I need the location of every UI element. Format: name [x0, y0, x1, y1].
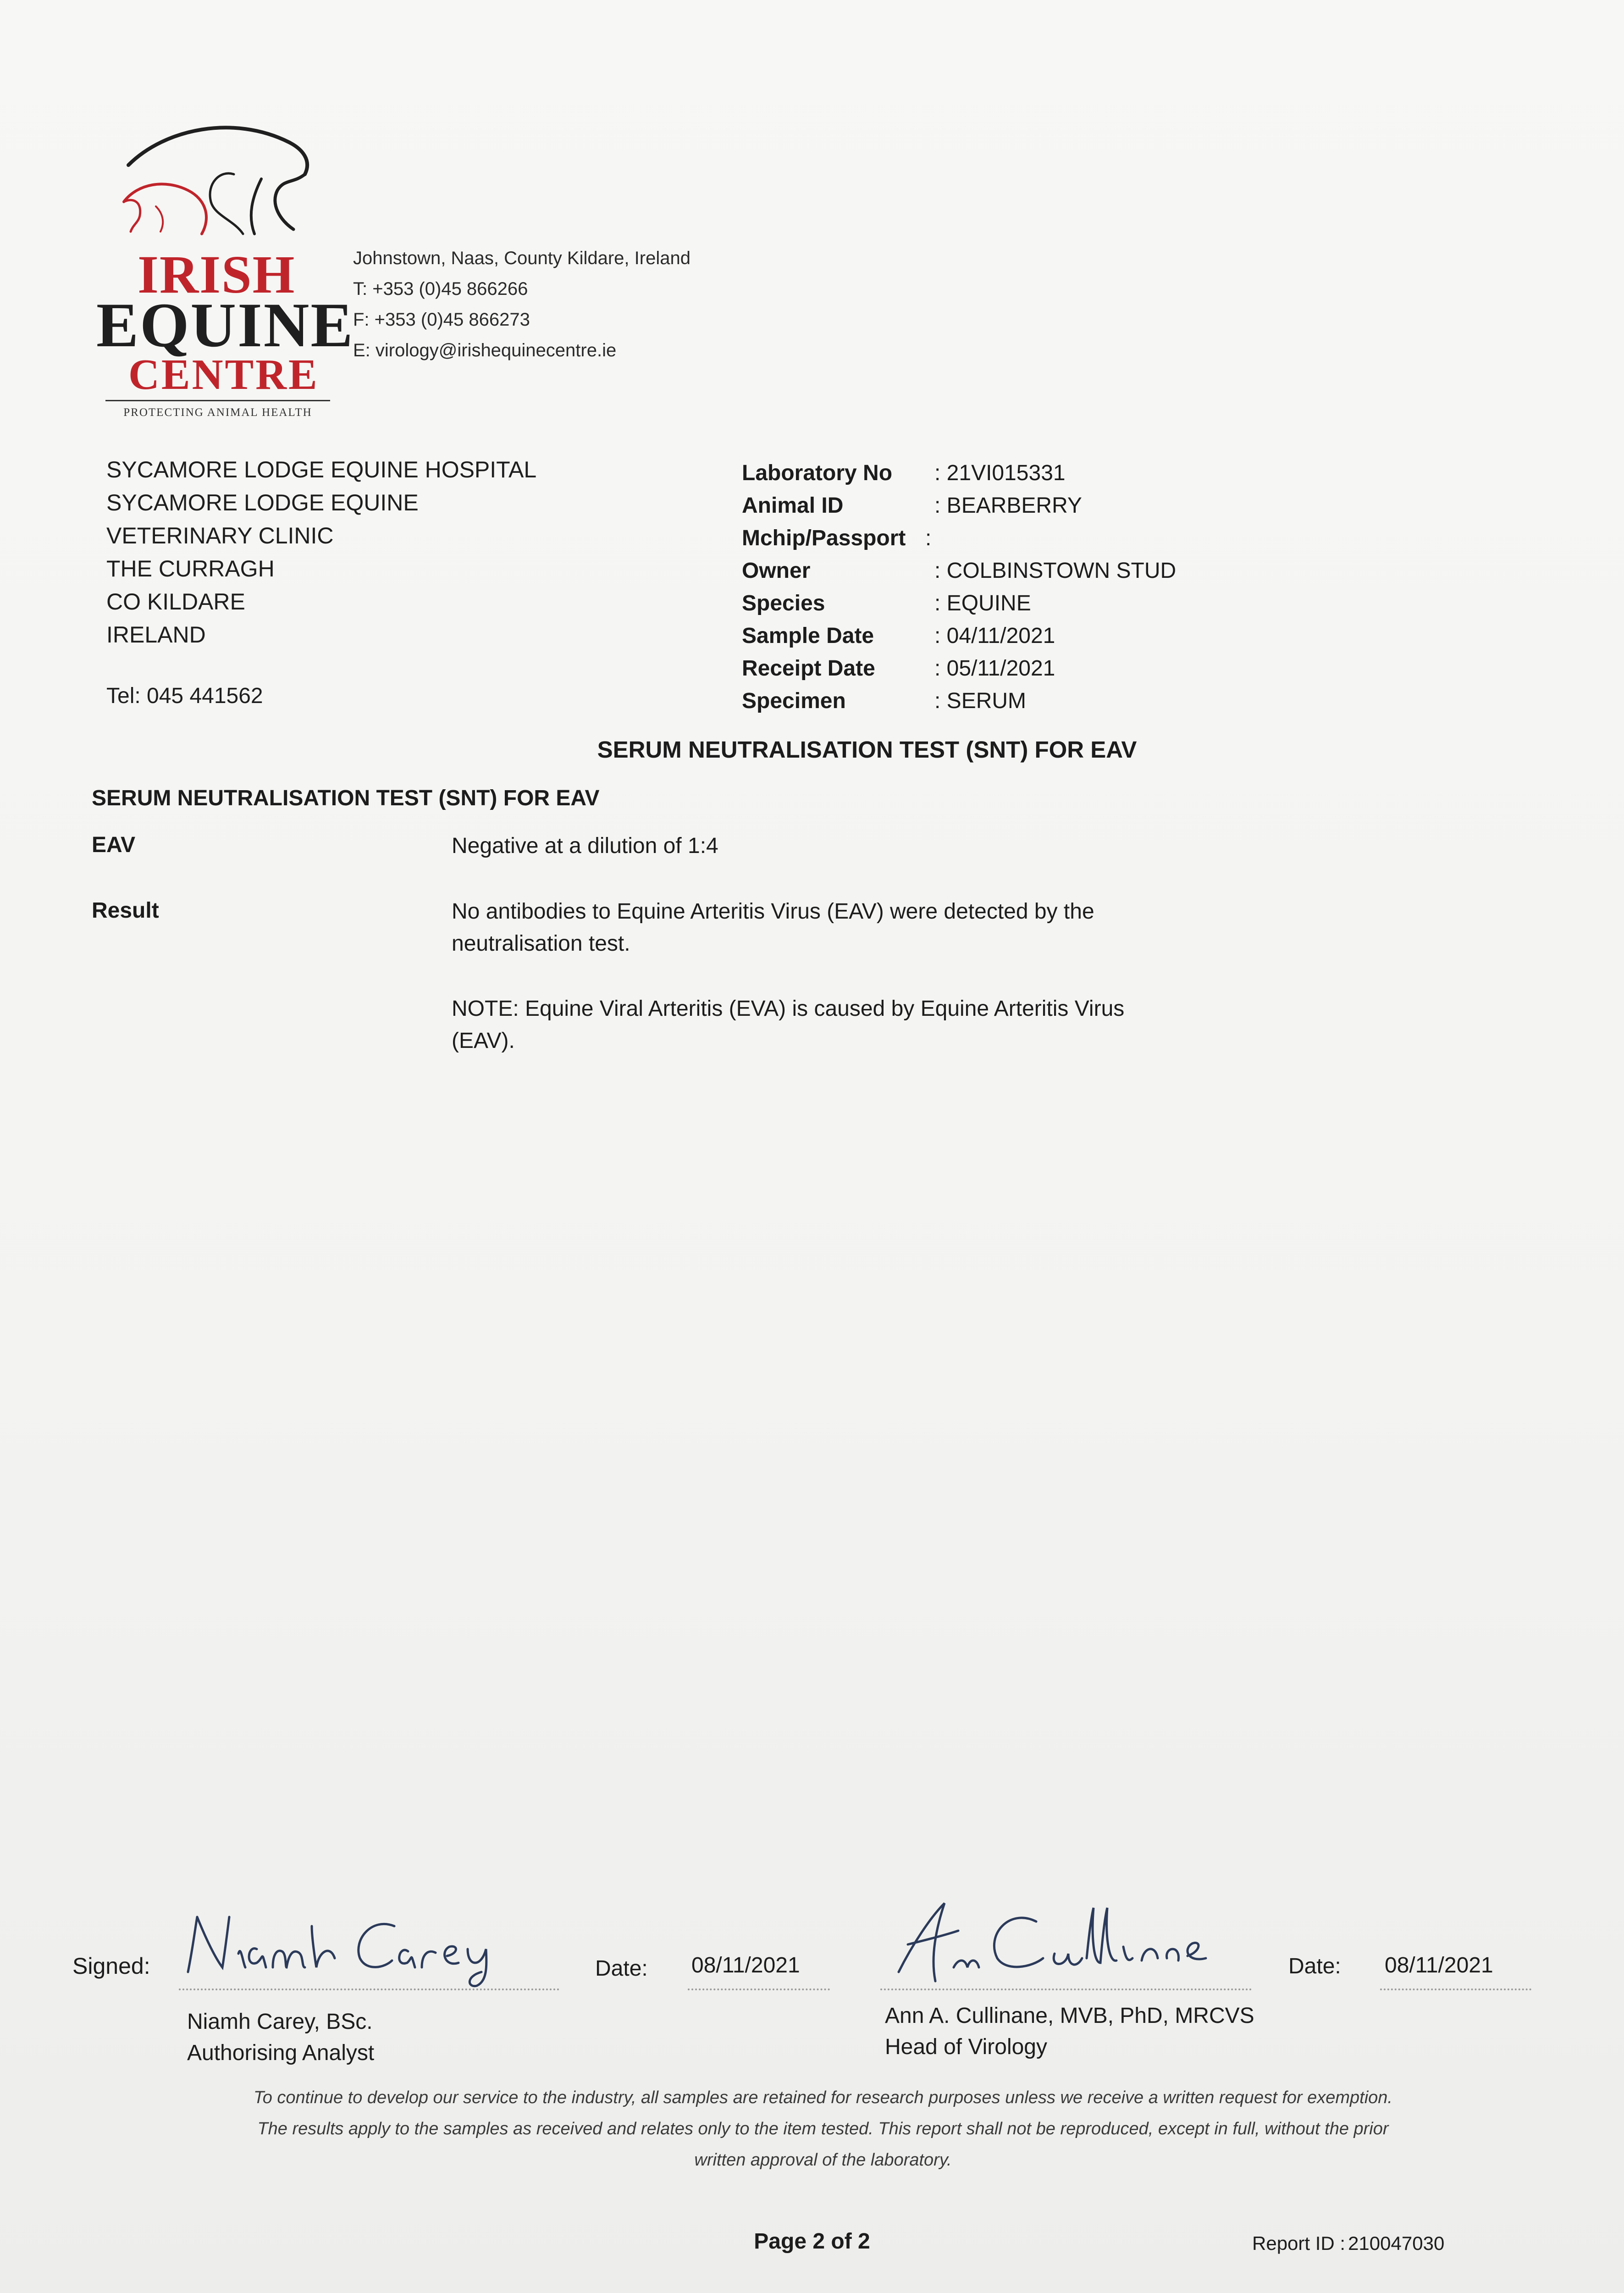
lab-fax: F: +353 (0)45 866273 — [353, 310, 530, 330]
eav-value: Negative at a dilution of 1:4 — [452, 834, 718, 858]
report-title-text: SERUM NEUTRALISATION TEST (SNT) FOR EAV — [597, 737, 1137, 763]
logo-word-equine: EQUINE — [96, 290, 354, 360]
client-address-line: CO KILDARE — [106, 589, 245, 615]
detail-label: Animal ID — [742, 493, 844, 518]
detail-value: : — [925, 526, 932, 550]
sample-detail-row — [742, 652, 1265, 685]
date-line — [688, 1988, 830, 1990]
sample-detail-row — [742, 685, 1265, 717]
section-title: SERUM NEUTRALISATION TEST (SNT) FOR EAV — [92, 786, 600, 810]
sample-detail-row — [742, 587, 1265, 620]
note-text-line: (EAV). — [452, 1029, 515, 1053]
disclaimer — [138, 2082, 1508, 2176]
date-line — [1380, 1988, 1531, 1990]
detail-label: Specimen — [742, 689, 846, 713]
client-address — [106, 453, 536, 651]
logo-word-centre: CENTRE — [128, 351, 319, 399]
detail-value: : BEARBERRY — [934, 493, 1082, 518]
detail-label: Sample Date — [742, 624, 874, 648]
head-name: Ann A. Cullinane, MVB, PhD, MRCVS — [885, 2004, 1254, 2028]
result-text-line: No antibodies to Equine Arteritis Virus (EAV) were detected by the — [452, 899, 1094, 924]
analyst-signature-block — [187, 2006, 374, 2069]
signature-niamh-carey — [179, 1899, 509, 1990]
detail-label: Laboratory No — [742, 461, 893, 485]
date-label: Date: — [1288, 1954, 1341, 1978]
client-address-line: THE CURRAGH — [106, 556, 275, 582]
report-title — [0, 736, 1624, 763]
lab-contact-block — [353, 243, 690, 366]
client-address-line: IRELAND — [106, 622, 206, 648]
note-text — [452, 993, 1222, 1057]
result-label: Result — [92, 898, 159, 923]
detail-value: : 21VI015331 — [934, 461, 1066, 485]
result-text — [452, 896, 1222, 960]
sample-detail-row — [742, 554, 1265, 587]
disclaimer-line: written approval of the laboratory. — [694, 2150, 952, 2170]
lab-email: E: virology@irishequinecentre.ie — [353, 340, 617, 360]
lab-phone: T: +353 (0)45 866266 — [353, 279, 528, 299]
report-id-value: 210047030 — [1348, 2232, 1445, 2254]
signature-line — [179, 1988, 559, 1990]
signature-ann-cullinane — [885, 1889, 1215, 1990]
logo-tagline: PROTECTING ANIMAL HEALTH — [123, 406, 312, 419]
disclaimer-line: To continue to develop our service to the industry, all samples are retained for research purposes unless we receive a written request for exemption. — [254, 2088, 1392, 2107]
detail-label: Owner — [742, 559, 811, 583]
detail-label: Species — [742, 591, 825, 615]
detail-value: : EQUINE — [934, 591, 1031, 615]
client-address-line: SYCAMORE LODGE EQUINE — [106, 490, 419, 515]
signature-date: 08/11/2021 — [691, 1953, 800, 1977]
irish-equine-centre-logo — [96, 110, 354, 426]
detail-value: : 05/11/2021 — [934, 656, 1055, 681]
detail-label: Mchip/Passport — [742, 526, 906, 550]
date-label: Date: — [595, 1956, 648, 1981]
lab-address: Johnstown, Naas, County Kildare, Ireland — [353, 248, 690, 268]
detail-value: : 04/11/2021 — [934, 624, 1055, 648]
logo-divider — [105, 400, 330, 401]
sample-detail-row — [742, 522, 1265, 554]
note-text-line: NOTE: Equine Viral Arteritis (EVA) is caused by Equine Arteritis Virus — [452, 997, 1125, 1021]
signed-label: Signed: — [72, 1953, 150, 1979]
sample-details — [742, 457, 1265, 717]
signature-line — [880, 1988, 1252, 1990]
page-number: Page 2 of 2 — [754, 2229, 870, 2254]
signature-date: 08/11/2021 — [1385, 1953, 1493, 1977]
horse-logo-icon — [96, 110, 330, 248]
detail-value: : SERUM — [934, 689, 1027, 713]
eav-label: EAV — [92, 833, 136, 857]
sample-detail-row — [742, 489, 1265, 522]
client-tel: Tel: 045 441562 — [106, 684, 263, 708]
report-id — [1249, 2232, 1444, 2254]
detail-label: Receipt Date — [742, 656, 875, 681]
report-id-label: Report ID : — [1252, 2232, 1346, 2254]
analyst-role: Authorising Analyst — [187, 2041, 375, 2065]
head-signature-block — [885, 2000, 1254, 2063]
analyst-name: Niamh Carey, BSc. — [187, 2010, 373, 2034]
client-address-line: SYCAMORE LODGE EQUINE HOSPITAL — [106, 457, 537, 482]
client-address-line: VETERINARY CLINIC — [106, 523, 334, 548]
sample-detail-row — [742, 620, 1265, 652]
disclaimer-line: The results apply to the samples as received and relates only to the item tested. This report shall not be reproduced, except in full, without the prior — [257, 2119, 1389, 2138]
sample-detail-row — [742, 457, 1265, 489]
logo-word-irish: IRISH — [138, 244, 296, 305]
result-text-line: neutralisation test. — [452, 931, 630, 956]
detail-value: : COLBINSTOWN STUD — [934, 559, 1177, 583]
head-role: Head of Virology — [885, 2035, 1047, 2059]
